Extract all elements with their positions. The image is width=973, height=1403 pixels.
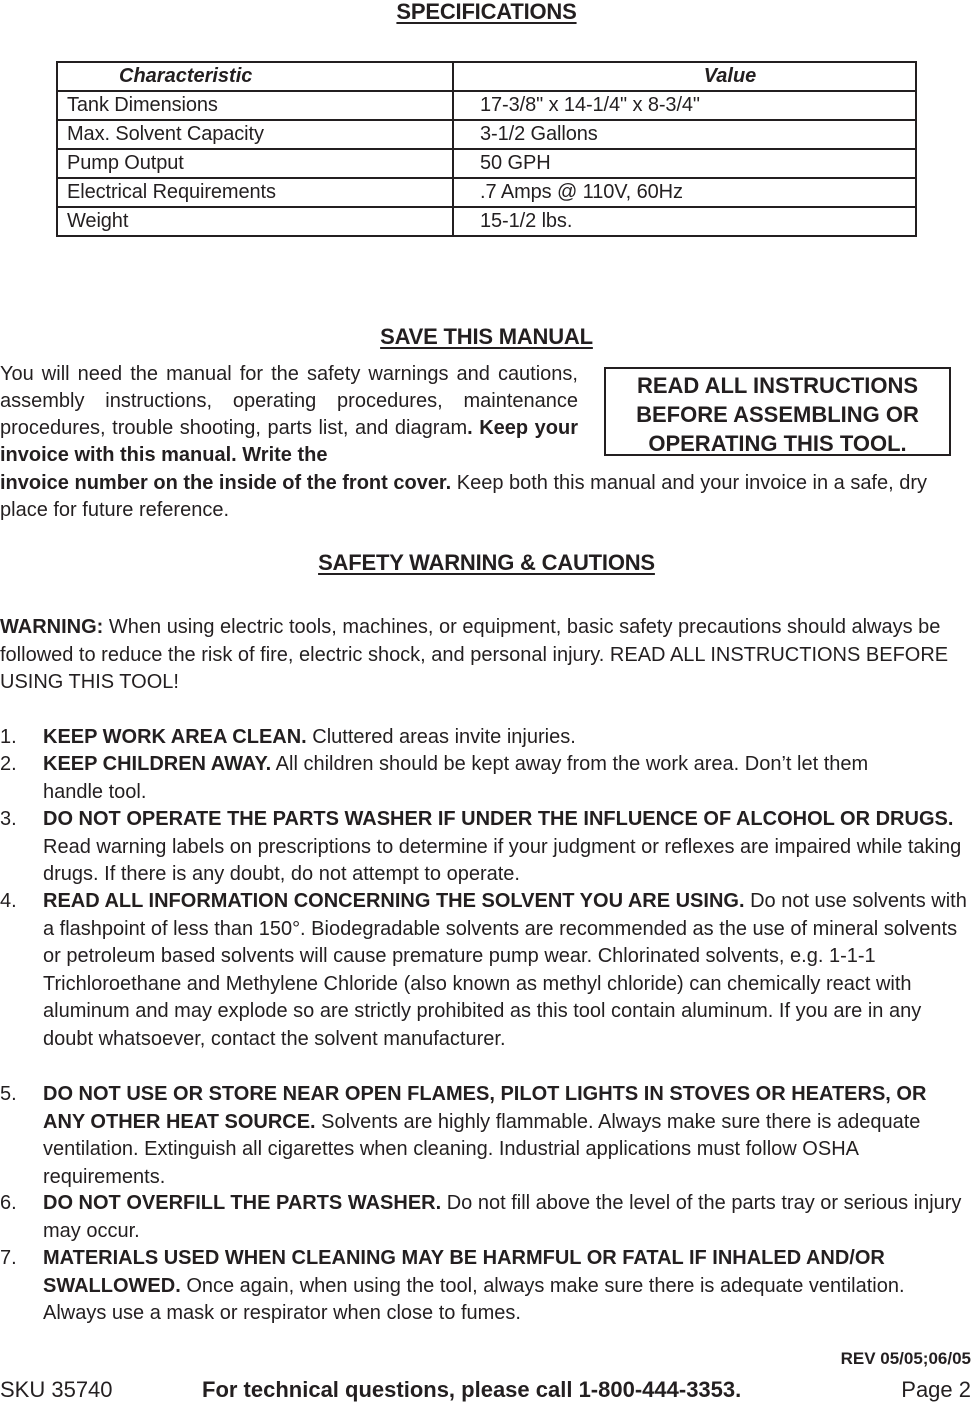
cell-characteristic: Tank Dimensions: [57, 91, 453, 120]
cell-characteristic: Electrical Requirements: [57, 178, 453, 207]
item-text: Do not fill above the level of the parts tray or serious injury may occur.: [43, 1192, 962, 1242]
cell-value: .7 Amps @ 110V, 60Hz: [453, 178, 916, 207]
warning-label: WARNING:: [0, 616, 104, 638]
notice-line: OPERATING THIS TOOL.: [648, 431, 907, 456]
table-row: [57, 149, 916, 178]
table-header-row: [57, 62, 916, 91]
table-row: [57, 91, 916, 120]
cell-value: 15-1/2 lbs.: [453, 207, 916, 236]
specifications-table: [56, 61, 917, 237]
item-text: All children should be kept away from the work area. Don’t let them handle tool.: [43, 753, 869, 803]
item-text: Solvents are highly flammable. Always make sure there is adequate ventilation. Extinguish all cigarettes when cleaning. Industrial applications must follow OSHA requirements.: [43, 1110, 921, 1188]
item-text: Once again, when using the tool, always make sure there is adequate ventilation. Always use a mask or respirator when close to fumes.: [43, 1274, 905, 1324]
item-heading: READ ALL INFORMATION CONCERNING THE SOLVENT YOU ARE USING.: [43, 890, 745, 912]
item-text: Do not use solvents with a flashpoint of less than 150°. Biodegradable solvents are recommended as the use of mineral solvents or petroleum based solvents will cause premature pump wear. Chlorinated solvents, e.g. 1-1-1 Trichloroethane and Methylene Chloride (also known as methyl chloride) can chemically react with aluminum and may explode so are strictly prohibited as this tool contain aluminum. If you are in any doubt whatsoever, contact the solvent manufacturer.: [43, 890, 967, 1050]
cell-characteristic: Weight: [57, 207, 453, 236]
sku-label: SKU 35740: [0, 1377, 113, 1402]
notice-line: READ ALL INSTRUCTIONS: [636, 373, 919, 398]
column-header-characteristic: Characteristic: [57, 62, 453, 91]
item-number: 5.: [0, 1083, 17, 1105]
item-heading: DO NOT OPERATE THE PARTS WASHER IF UNDER THE INFLUENCE OF ALCOHOL OR DRUGS.: [43, 808, 954, 830]
specifications-title: SPECIFICATIONS: [396, 0, 577, 24]
item-number: 3.: [0, 808, 17, 830]
item-number: 4.: [0, 890, 17, 912]
item-number: 1.: [0, 726, 17, 748]
page-number: Page 2: [901, 1377, 971, 1402]
cell-characteristic: Pump Output: [57, 149, 453, 178]
cell-characteristic: Max. Solvent Capacity: [57, 120, 453, 149]
warning-paragraph: [0, 614, 973, 697]
save-manual-paragraph-bottom: [0, 470, 973, 524]
revision-label: REV 05/05;06/05: [840, 1349, 971, 1368]
item-number: 2.: [0, 753, 17, 775]
save-manual-text: You will need the manual for the safety warnings and cautions, assembly instructions, operating procedures, maintenance procedures, trouble shooting, parts list, and diagram: [0, 363, 578, 439]
save-manual-bold-text-2: invoice number on the inside of the front cover.: [0, 472, 452, 494]
safety-title: SAFETY WARNING & CAUTIONS: [318, 550, 655, 575]
item-number: 6.: [0, 1192, 17, 1214]
item-text: Cluttered areas invite injuries.: [306, 726, 576, 748]
item-heading: DO NOT USE OR STORE NEAR OPEN FLAMES, PILOT LIGHTS IN STOVES OR HEATERS, OR ANY OTHER HEAT SOURCE.: [43, 1083, 927, 1133]
item-heading: MATERIALS USED WHEN CLEANING MAY BE HARMFUL OR FATAL IF INHALED AND/OR SWALLOWED.: [43, 1247, 885, 1297]
item-text: Read warning labels on prescriptions to determine if your judgment or reflexes are impaired while taking drugs. If there is any doubt, do not attempt to operate.: [43, 835, 962, 885]
item-number: 7.: [0, 1247, 17, 1269]
table-row: [57, 120, 916, 149]
read-instructions-notice: [604, 367, 951, 456]
support-phone: For technical questions, please call 1-800-444-3353.: [202, 1377, 742, 1402]
save-manual-title: SAVE THIS MANUAL: [380, 324, 593, 349]
item-heading: KEEP CHILDREN AWAY.: [43, 753, 272, 775]
notice-line: BEFORE ASSEMBLING OR: [636, 402, 919, 427]
warning-text: When using electric tools, machines, or equipment, basic safety precautions should always be followed to reduce the risk of fire, electric shock, and personal injury. READ ALL INSTRUCTIONS BEFORE USING THIS TOOL!: [0, 616, 949, 693]
table-row: [57, 178, 916, 207]
table-row: [57, 207, 916, 236]
save-manual-text-2: Keep both this manual and your invoice in a safe, dry place for future reference.: [0, 472, 928, 521]
cell-value: 3-1/2 Gallons: [453, 120, 916, 149]
save-manual-paragraph-top: [0, 361, 578, 469]
item-heading: KEEP WORK AREA CLEAN.: [43, 726, 307, 748]
item-heading: DO NOT OVERFILL THE PARTS WASHER.: [43, 1192, 442, 1214]
cell-value: 50 GPH: [453, 149, 916, 178]
save-manual-bold-text: . Keep your invoice with this manual. Write the: [0, 417, 578, 466]
column-header-value: Value: [453, 62, 916, 91]
cell-value: 17-3/8" x 14-1/4" x 8-3/4": [453, 91, 916, 120]
